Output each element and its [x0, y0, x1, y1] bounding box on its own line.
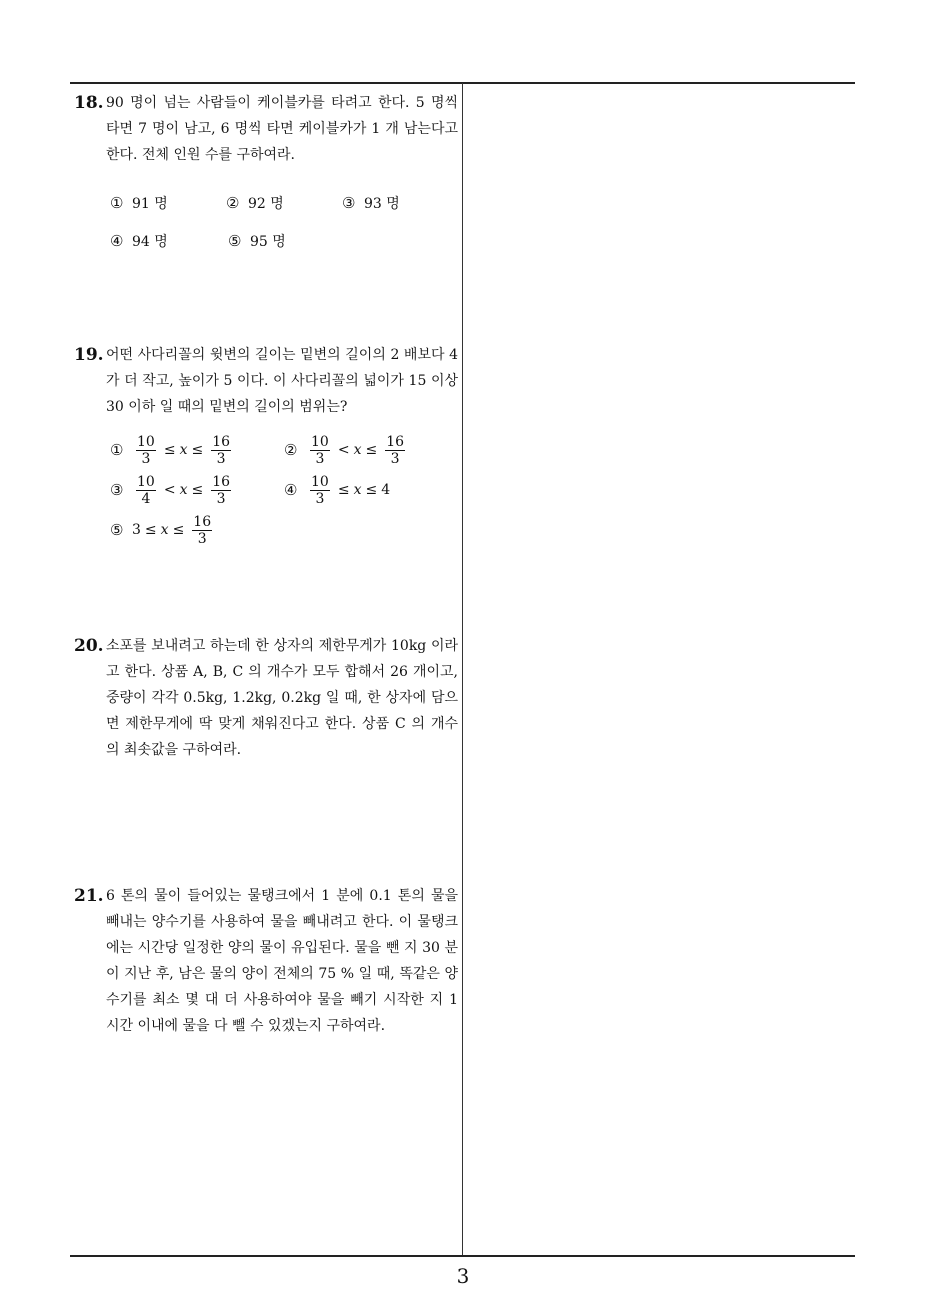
choice-text: 93 명 — [364, 196, 400, 212]
numerator: 10 — [311, 473, 329, 490]
answer-choices — [110, 430, 458, 550]
answer-choices — [110, 184, 458, 260]
numerator: 16 — [212, 473, 231, 490]
choice-mark: ⑤ — [228, 232, 242, 250]
fraction — [136, 434, 156, 467]
inequality — [306, 434, 409, 467]
question-text: 어떤 사다리꼴의 윗변의 길이는 밑변의 길이의 2 배보다 4 가 더 작고, 높이가 5 이다. 이 사다리꼴의 넓이가 15 이상 30 이하 일 때의 밑변의 길이의 범위는? — [106, 347, 458, 415]
numerator: 16 — [193, 513, 212, 530]
question-number: 21. — [74, 886, 104, 906]
question-19 — [74, 342, 458, 550]
bound-value: 3 — [132, 522, 141, 538]
bottom-rule — [70, 1255, 855, 1257]
denominator: 3 — [315, 490, 325, 507]
bound-value: 4 — [381, 482, 391, 498]
fraction — [310, 474, 330, 507]
question-21 — [74, 883, 458, 1039]
numerator: 16 — [386, 433, 405, 450]
fraction — [385, 434, 405, 467]
operator: ≤ — [172, 522, 185, 538]
question-number: 18. — [74, 93, 104, 113]
question-text: 6 톤의 물이 들어있는 물탱크에서 1 분에 0.1 톤의 물을 빼내는 양수기를 사용하여 물을 빼내려고 한다. 이 물탱크에는 시간당 일정한 양의 물이 유입된다. 물을 뺀 지 30 분이 지난 후, 남은 물의 양이 전체의 75 % 일 때, 똑같은 양수기를 최소 몇 대 더 사용하여야 물을 빼기 시작한 지 1 시간 이내에 물을 다 뺄 수 있겠는지 구하여라. — [106, 888, 458, 1034]
operator: ≤ — [191, 482, 204, 498]
denominator: 4 — [141, 490, 151, 507]
choice-mark: ② — [284, 441, 298, 459]
choice-mark: ① — [110, 441, 124, 459]
choice-5[interactable] — [228, 231, 346, 251]
choice-mark: ② — [226, 194, 240, 212]
denominator: 3 — [141, 450, 151, 467]
choice-5[interactable] — [110, 514, 286, 547]
question-number: 19. — [74, 345, 104, 365]
fraction — [310, 434, 330, 467]
operator: ≤ — [191, 442, 204, 458]
variable: x — [179, 442, 188, 458]
operator: < — [337, 442, 350, 458]
variable: x — [179, 482, 188, 498]
inequality — [132, 514, 216, 547]
denominator: 3 — [216, 450, 226, 467]
choice-3[interactable] — [342, 193, 458, 213]
operator: ≤ — [144, 522, 157, 538]
question-20 — [74, 633, 458, 763]
numerator: 16 — [212, 433, 231, 450]
numerator: 10 — [137, 473, 155, 490]
choice-1[interactable] — [110, 434, 284, 467]
operator: ≤ — [163, 442, 176, 458]
choice-4[interactable] — [284, 474, 458, 507]
inequality — [132, 474, 235, 507]
denominator: 3 — [390, 450, 400, 467]
inequality — [132, 434, 235, 467]
choice-mark: ① — [110, 194, 124, 212]
choice-2[interactable] — [226, 193, 342, 213]
choice-text: 92 명 — [248, 196, 284, 212]
choice-text: 91 명 — [132, 196, 168, 212]
fraction — [211, 434, 231, 467]
choice-mark: ③ — [110, 481, 124, 499]
column-divider — [462, 83, 463, 1256]
choice-text: 95 명 — [250, 234, 286, 250]
variable: x — [160, 522, 169, 538]
choice-4[interactable] — [110, 231, 228, 251]
denominator: 3 — [197, 530, 207, 547]
denominator: 3 — [315, 450, 325, 467]
operator: ≤ — [365, 442, 378, 458]
question-number: 20. — [74, 636, 104, 656]
denominator: 3 — [216, 490, 226, 507]
operator: ≤ — [365, 482, 378, 498]
choice-mark: ④ — [284, 481, 298, 499]
numerator: 10 — [137, 433, 155, 450]
choice-1[interactable] — [110, 193, 226, 213]
question-text: 소포를 보내려고 하는데 한 상자의 제한무게가 10kg 이라고 한다. 상품 A, B, C 의 개수가 모두 합해서 26 개이고, 중량이 각각 0.5kg, 1.2kg, 0.2kg 일 때, 한 상자에 담으면 제한무게에 딱 맞게 채워진다고 한다. 상품 C 의 개수의 최솟값을 구하여라. — [106, 638, 458, 758]
choice-3[interactable] — [110, 474, 284, 507]
page-number: 3 — [456, 1264, 470, 1288]
variable: x — [353, 442, 362, 458]
choice-mark: ⑤ — [110, 521, 124, 539]
fraction — [136, 474, 156, 507]
operator: < — [163, 482, 176, 498]
question-18 — [74, 90, 458, 260]
choice-mark: ③ — [342, 194, 356, 212]
question-text: 90 명이 넘는 사람들이 케이블카를 타려고 한다. 5 명씩 타면 7 명이 남고, 6 명씩 타면 케이블카가 1 개 남는다고 한다. 전체 인원 수를 구하여라. — [106, 95, 458, 163]
fraction — [211, 474, 231, 507]
operator: ≤ — [337, 482, 350, 498]
choice-mark: ④ — [110, 232, 124, 250]
inequality — [306, 474, 390, 507]
variable: x — [353, 482, 362, 498]
fraction — [192, 514, 212, 547]
choice-2[interactable] — [284, 434, 458, 467]
numerator: 10 — [311, 433, 329, 450]
choice-text: 94 명 — [132, 234, 168, 250]
